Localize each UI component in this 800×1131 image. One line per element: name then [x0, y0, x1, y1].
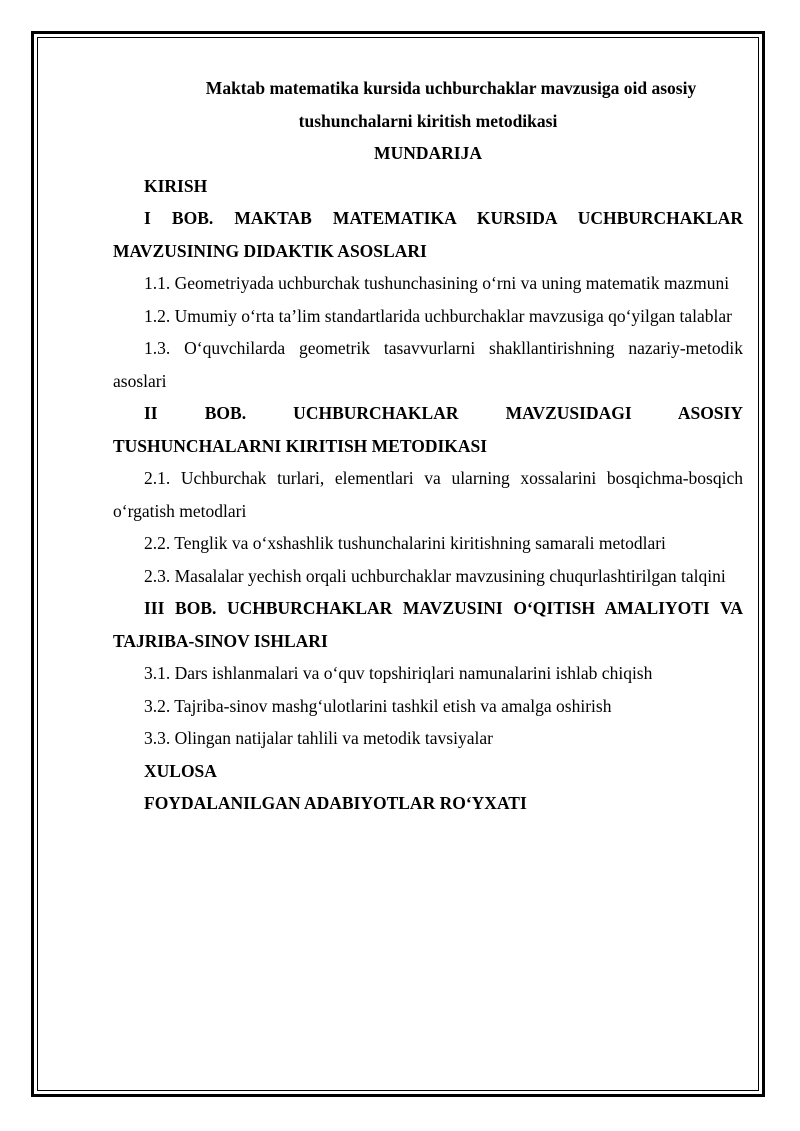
toc-entry: 3.1. Dars ishlanmalari va o‘quv topshiriqlari namunalarini ishlab chiqish [144, 663, 653, 683]
toc-entry: 1.3. O‘quvchilarda geometrik tasavvurlarni shakllantirishning nazariy-metodik asoslari [113, 338, 743, 391]
toc-entry: XULOSA [144, 760, 217, 781]
toc-entry: 1.1. Geometriyada uchburchak tushunchasining o‘rni va uning matematik mazmuni [144, 273, 730, 293]
toc-entry: KIRISH [144, 175, 208, 196]
toc-entry: 1.2. Umumiy o‘rta ta’lim standartlarida uchburchaklar mavzusiga qo‘yilgan talablar [144, 305, 732, 326]
toc-entry: 2.3. Masalalar yechish orqali uchburchaklar mavzusining chuqurlashtirilgan talqini [144, 565, 726, 586]
toc-entry: FOYDALANILGAN ADABIYOTLAR RO‘YXATI [144, 793, 527, 813]
toc-entry: 3.3. Olingan natijalar tahlili va metodik tavsiyalar [144, 728, 493, 748]
toc-entry: 2.1. Uchburchak turlari, elementlari va ularning xossalarini bosqichma-bosqich o‘rgatish metodlari [113, 468, 743, 521]
toc-entry: I BOB. MAKTAB MATEMATIKA KURSIDA UCHBURCHAKLAR MAVZUSINING DIDAKTIK ASOSLARI [113, 208, 743, 261]
document-title: Maktab matematika kursida uchburchaklar mavzusiga oid asosiy tushunchalarni kiritish metodikasi [205, 78, 697, 131]
toc-entry: 3.2. Tajriba-sinov mashg‘ulotlarini tashkil etish va amalga oshirish [144, 695, 612, 716]
toc-heading: MUNDARIJA [374, 143, 482, 163]
toc-entry: III BOB. UCHBURCHAKLAR MAVZUSINI O‘QITISH AMALIYOTI VA TAJRIBA-SINOV ISHLARI [113, 598, 743, 651]
toc-entry: II BOB. UCHBURCHAKLAR MAVZUSIDAGI ASOSIY TUSHUNCHALARNI KIRITISH METODIKASI [113, 403, 743, 456]
toc-list [113, 170, 743, 820]
page-content [113, 72, 743, 820]
toc-entry: 2.2. Tenglik va o‘xshashlik tushunchalarini kiritishning samarali metodlari [144, 533, 666, 553]
